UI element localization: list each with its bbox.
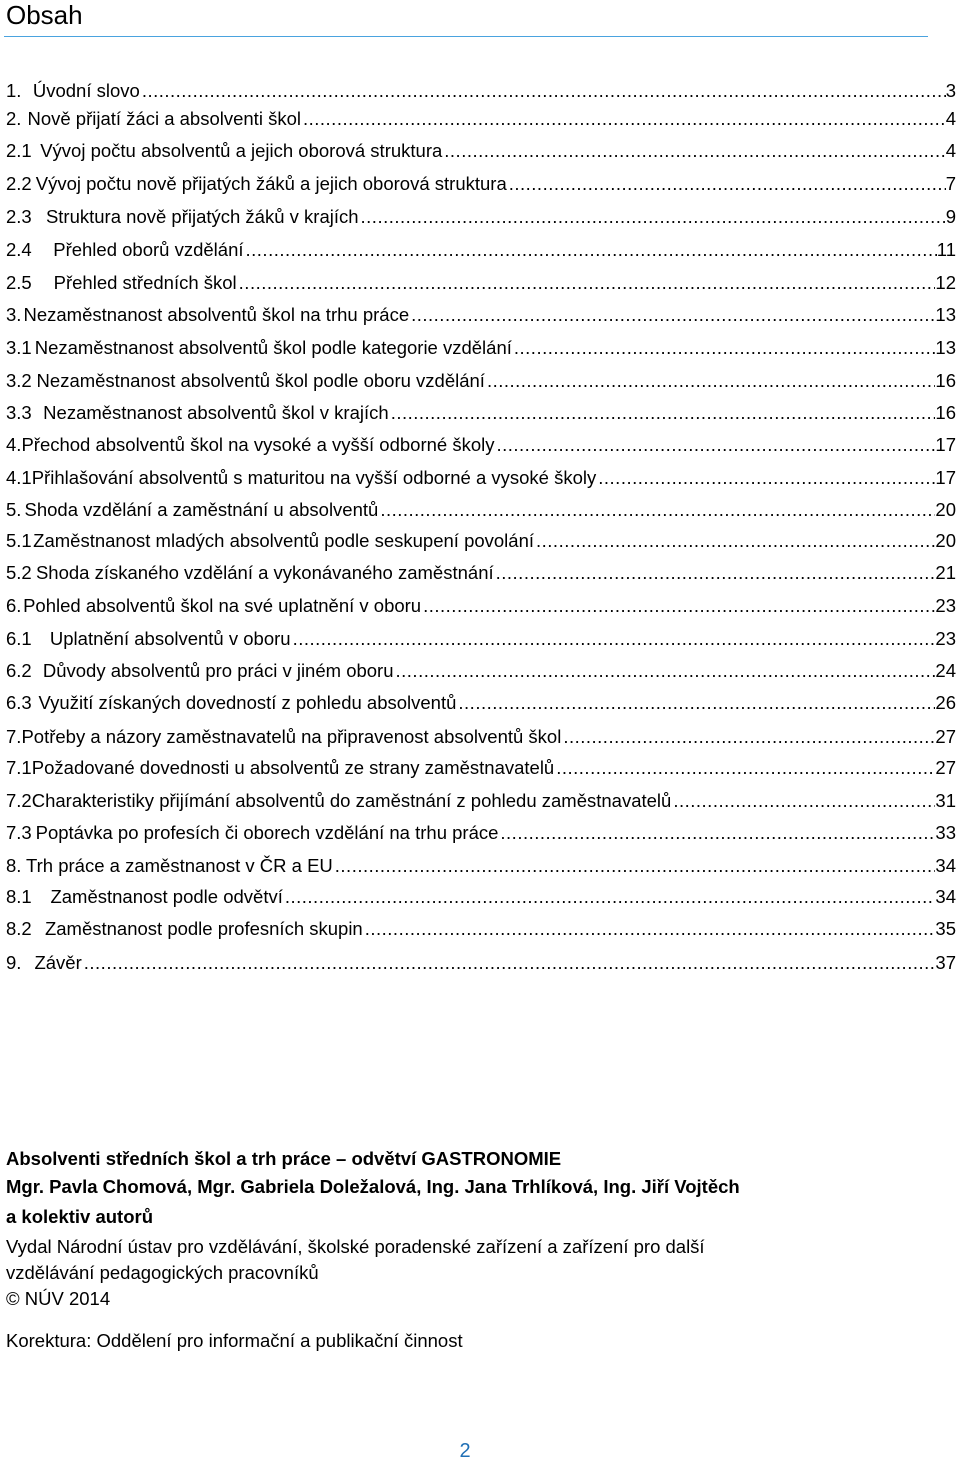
toc-entry[interactable] xyxy=(6,304,956,326)
toc-entry[interactable] xyxy=(6,337,956,359)
toc-entry[interactable] xyxy=(6,80,956,102)
toc-entry-number: 9. xyxy=(6,952,22,973)
toc-entry-page: 26 xyxy=(935,692,956,713)
toc-entry-page: 35 xyxy=(935,918,956,939)
toc-dot-leader xyxy=(283,886,936,908)
copyright-notice: © NÚV 2014 xyxy=(6,1288,111,1309)
toc-entry-label: Shoda získaného vzdělání a vykonávaného zaměstnání xyxy=(35,562,494,583)
publication-title: Absolventi středních škol a trh práce – odvětví GASTRONOMIE xyxy=(6,1148,562,1169)
toc-dot-leader xyxy=(671,790,935,812)
toc-entry-page: 31 xyxy=(935,790,956,811)
toc-entry-page: 37 xyxy=(935,952,956,973)
toc-entry-number: 3.2 xyxy=(6,370,32,391)
toc-dot-leader xyxy=(507,173,946,195)
toc-dot-leader xyxy=(561,726,935,748)
toc-dot-leader xyxy=(494,434,935,456)
toc-entry[interactable] xyxy=(6,140,956,162)
toc-entry-label: Důvody absolventů pro práci v jiném oboru xyxy=(42,660,394,681)
toc-entry-number: 6. xyxy=(6,595,22,616)
toc-entry-label: Nezaměstnanost absolventů škol v krajích xyxy=(43,402,389,423)
toc-entry-number: 4. xyxy=(6,434,22,455)
toc-entry-number: 5.1 xyxy=(6,530,32,551)
toc-entry[interactable] xyxy=(6,206,956,228)
toc-entry-page: 3 xyxy=(945,80,956,101)
toc-entry-number: 4.1 xyxy=(6,467,32,488)
toc-entry-number: 2.2 xyxy=(6,173,32,194)
toc-entry-page: 20 xyxy=(935,530,956,551)
toc-entry[interactable] xyxy=(6,370,956,392)
toc-entry-page: 17 xyxy=(935,434,956,455)
toc-entry-label: Využití získaných dovedností z pohledu absolventů xyxy=(38,692,457,713)
toc-entry-label: Potřeby a názory zaměstnavatelů na připravenost absolventů škol xyxy=(21,726,562,747)
toc-dot-leader xyxy=(237,272,936,294)
toc-dot-leader xyxy=(291,628,936,650)
toc-entry-label: Nezaměstnanost absolventů škol podle kategorie vzdělání xyxy=(34,337,512,358)
toc-entry-number: 3.3 xyxy=(6,402,32,423)
toc-entry-label: Požadované dovednosti u absolventů ze strany zaměstnavatelů xyxy=(31,757,555,778)
toc-entry[interactable] xyxy=(6,886,956,908)
toc-entry-label: Přihlašování absolventů s maturitou na vyšší odborné a vysoké školy xyxy=(31,467,597,488)
toc-dot-leader xyxy=(554,757,935,779)
toc-entry-label: Zaměstnanost mladých absolventů podle seskupení povolání xyxy=(33,530,535,551)
toc-entry-page: 4 xyxy=(945,140,956,161)
toc-entry-page: 33 xyxy=(935,822,956,843)
toc-dot-leader xyxy=(421,595,935,617)
toc-dot-leader xyxy=(301,108,946,130)
heading-divider xyxy=(4,36,928,37)
publisher-line: Vydal Národní ústav pro vzdělávání, školské poradenské zařízení a zařízení pro další xyxy=(6,1236,705,1257)
toc-entry-number: 2.3 xyxy=(6,206,32,227)
authors-line-continued: a kolektiv autorů xyxy=(6,1206,154,1227)
toc-dot-leader xyxy=(409,304,935,326)
toc-entry-page: 23 xyxy=(935,628,956,649)
toc-dot-leader xyxy=(512,337,936,359)
toc-dot-leader xyxy=(244,239,937,261)
toc-entry-number: 7. xyxy=(6,726,22,747)
toc-entry-number: 6.3 xyxy=(6,692,32,713)
toc-entry[interactable] xyxy=(6,272,956,294)
authors-line: Mgr. Pavla Chomová, Mgr. Gabriela Doležalová, Ing. Jana Trhlíková, Ing. Jiří Vojtěch xyxy=(6,1176,740,1197)
toc-entry-number: 7.1 xyxy=(6,757,32,778)
toc-entry-label: Charakteristiky přijímání absolventů do zaměstnání z pohledu zaměstnavatelů xyxy=(31,790,672,811)
toc-entry-label: Shoda vzdělání a zaměstnání u absolventů xyxy=(24,499,379,520)
toc-entry[interactable] xyxy=(6,757,956,779)
toc-entry-number: 8. xyxy=(6,855,22,876)
toc-entry[interactable] xyxy=(6,530,956,552)
toc-entry-label: Zaměstnanost podle profesních skupin xyxy=(44,918,363,939)
toc-dot-leader xyxy=(456,692,935,714)
toc-entry-number: 8.1 xyxy=(6,886,32,907)
toc-entry-number: 7.2 xyxy=(6,790,32,811)
toc-entry-label: Trh práce a zaměstnanost v ČR a EU xyxy=(26,855,333,876)
toc-entry-page: 17 xyxy=(935,467,956,488)
proofreading-credit: Korektura: Oddělení pro informační a publikační činnost xyxy=(6,1330,463,1351)
toc-entry-number: 8.2 xyxy=(6,918,32,939)
toc-entry-label: Nově přijatí žáci a absolventi škol xyxy=(27,108,301,129)
toc-dot-leader xyxy=(140,80,946,102)
toc-entry[interactable] xyxy=(6,692,956,714)
toc-entry[interactable] xyxy=(6,239,956,261)
toc-entry-label: Přechod absolventů škol na vysoké a vyšší odborné školy xyxy=(21,434,495,455)
toc-entry-page: 16 xyxy=(935,370,956,391)
toc-entry-number: 2.4 xyxy=(6,239,32,260)
toc-entry-page: 24 xyxy=(935,660,956,681)
toc-entry[interactable] xyxy=(6,726,956,748)
toc-entry-label: Zaměstnanost podle odvětví xyxy=(50,886,283,907)
toc-entry-page: 16 xyxy=(935,402,956,423)
toc-entry[interactable] xyxy=(6,628,956,650)
publisher-line-continued: vzdělávání pedagogických pracovníků xyxy=(6,1262,319,1283)
toc-dot-leader xyxy=(389,402,936,424)
toc-entry-page: 21 xyxy=(935,562,956,583)
page-number: 2 xyxy=(459,1440,471,1462)
toc-dot-leader xyxy=(359,206,946,228)
toc-entry-page: 27 xyxy=(935,726,956,747)
toc-dot-leader xyxy=(534,530,935,552)
toc-entry-label: Nezaměstnanost absolventů škol podle oboru vzdělání xyxy=(36,370,485,391)
toc-entry-number: 3. xyxy=(6,304,22,325)
toc-entry-label: Poptávka po profesích či oborech vzdělání na trhu práce xyxy=(35,822,499,843)
toc-entry-page: 13 xyxy=(935,337,956,358)
toc-entry[interactable] xyxy=(6,855,956,877)
toc-entry[interactable] xyxy=(6,660,956,682)
toc-dot-leader xyxy=(596,467,935,489)
toc-entry-number: 5. xyxy=(6,499,22,520)
toc-entry-number: 2. xyxy=(6,108,22,129)
toc-entry-page: 13 xyxy=(935,304,956,325)
toc-entry-number: 1. xyxy=(6,80,22,101)
toc-entry[interactable] xyxy=(6,173,956,195)
toc-entry[interactable] xyxy=(6,402,956,424)
toc-entry-number: 2.5 xyxy=(6,272,32,293)
toc-entry[interactable] xyxy=(6,952,956,974)
toc-entry[interactable] xyxy=(6,595,956,617)
toc-entry-page: 27 xyxy=(935,757,956,778)
toc-entry-label: Vývoj počtu absolventů a jejich oborová struktura xyxy=(40,140,443,161)
toc-entry-label: Úvodní slovo xyxy=(32,80,140,101)
toc-entry[interactable] xyxy=(6,562,956,584)
toc-entry-number: 7.3 xyxy=(6,822,32,843)
toc-entry-label: Struktura nově přijatých žáků v krajích xyxy=(45,206,359,227)
toc-entry-label: Závěr xyxy=(34,952,82,973)
toc-entry[interactable] xyxy=(6,822,956,844)
toc-entry-page: 4 xyxy=(945,108,956,129)
toc-entry-number: 3.1 xyxy=(6,337,32,358)
toc-entry-page: 23 xyxy=(935,595,956,616)
toc-entry-number: 5.2 xyxy=(6,562,32,583)
toc-entry[interactable] xyxy=(6,108,956,130)
toc-entry-label: Nezaměstnanost absolventů škol na trhu práce xyxy=(23,304,410,325)
toc-dot-leader xyxy=(494,562,936,584)
toc-entry-label: Přehled středních škol xyxy=(53,272,237,293)
toc-entry-page: 7 xyxy=(945,173,956,194)
toc-dot-leader xyxy=(363,918,936,940)
toc-entry-page: 9 xyxy=(945,206,956,227)
toc-entry-page: 11 xyxy=(936,239,956,260)
toc-entry-label: Přehled oborů vzdělání xyxy=(53,239,244,260)
toc-dot-leader xyxy=(394,660,936,682)
toc-entry-page: 20 xyxy=(935,499,956,520)
toc-entry-page: 12 xyxy=(935,272,956,293)
toc-entry-label: Pohled absolventů škol na své uplatnění v oboru xyxy=(23,595,422,616)
toc-dot-leader xyxy=(485,370,935,392)
toc-entry-number: 6.1 xyxy=(6,628,32,649)
toc-entry[interactable] xyxy=(6,790,956,812)
toc-dot-leader xyxy=(333,855,936,877)
toc-entry-page: 34 xyxy=(935,855,956,876)
toc-entry[interactable] xyxy=(6,499,956,521)
toc-dot-leader xyxy=(378,499,935,521)
toc-entry-number: 6.2 xyxy=(6,660,32,681)
toc-entry-label: Uplatnění absolventů v oboru xyxy=(49,628,291,649)
toc-entry[interactable] xyxy=(6,434,956,456)
toc-entry-number: 2.1 xyxy=(6,140,32,161)
toc-dot-leader xyxy=(498,822,935,844)
toc-entry-page: 34 xyxy=(935,886,956,907)
toc-entry-label: Vývoj počtu nově přijatých žáků a jejich oborová struktura xyxy=(35,173,507,194)
page-title: Obsah xyxy=(6,0,83,30)
toc-dot-leader xyxy=(442,140,945,162)
toc-dot-leader xyxy=(82,952,936,974)
toc-entry[interactable] xyxy=(6,467,956,489)
toc-entry[interactable] xyxy=(6,918,956,940)
